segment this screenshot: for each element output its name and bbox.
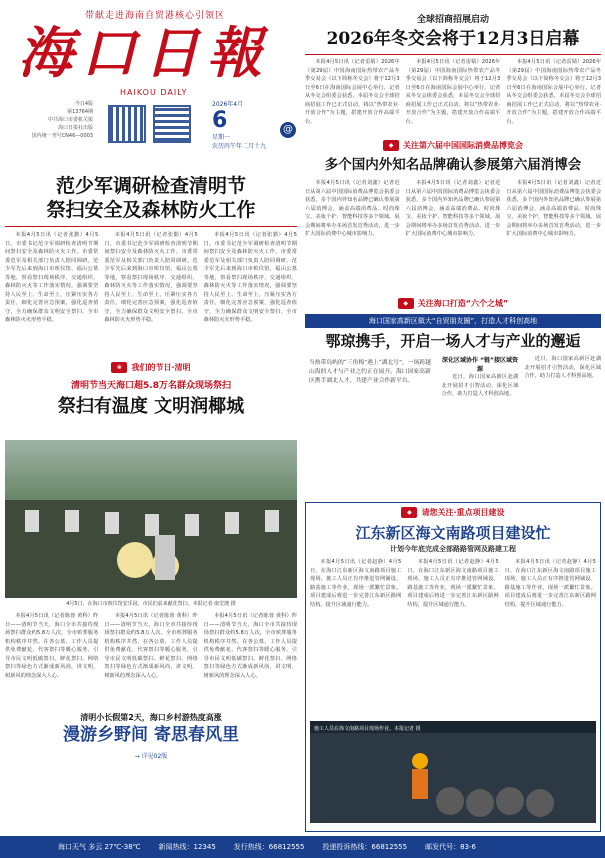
bottom-story <box>5 712 297 832</box>
feature-kicker <box>5 362 297 373</box>
talent-body-text: 近日，海口国家高新区赴湖北开展招才引智活动，深化区域合作，助力打造人才科创高地。 <box>524 356 601 379</box>
cemetery-photo <box>5 440 297 598</box>
issue-line: 第13764期 <box>67 109 93 115</box>
expo-body-text: 本报4月5日讯（记者雷婧）2026年（第29届）中国海南国际热带农产品冬季交易会（以下简称冬交会）将于12月3日至6日在海南国际会展中心举行。记者从冬交会组委会获悉，本届冬交会全球招商招展工作已正式启动，将以“热带农业·开放合作”为主题，搭建开放合作高端平台。 <box>506 59 601 125</box>
talent-quote: 当热带岛屿的“三角梅”遇上“湖北号”，一场跨越山海的人才与产业之约正在展开。海口国家高新区携手湖北人才，共建产业合作新平台。 <box>309 360 431 384</box>
consumer-body-text: 本报4月5日讯（记者刘鑫）记者近日从第六届中国国际消费品博览会执委会获悉，多个国内外知名品牌已确认参展第六届消博会，涵盖高端消费品、时尚珠宝、美妆个护、智能科技等多个领域。展会期间将举办多场首发首秀活动，进一步扩大国际消费中心城市影响力。 <box>405 180 501 237</box>
feature-body-text: 本报4月5日讯（记者陈蓉 黄科）昨日——清明节当天，海口全市共接待现场祭扫群众约5.8万人次，全市殡葬服务机构秩序井然。在各公墓，工作人员提供免费献花、代客祭扫等暖心服务，引导市民文明低碳祭扫。鲜花祭扫、网络祭扫等绿色方式渐成新风尚，讲文明、树新风的理念深入人心。 <box>203 613 297 679</box>
feature-body-text: 本报4月5日讯（记者陈蓉 黄科）昨日——清明节当天，海口全市共接待现场祭扫群众约5.8万人次，全市殡葬服务机构秩序井然。在各公墓，工作人员提供免费献花、代客祭扫等暖心服务，引导市民文明低碳祭扫。鲜花祭扫、网络祭扫等绿色方式渐成新风尚，讲文明、树新风的理念深入人心。 <box>5 613 99 679</box>
project-subtitle: 计划今年底完成全部路路管网及路建工程 <box>390 545 516 553</box>
qr-code-icon[interactable] <box>108 105 146 143</box>
feature-photo <box>5 440 297 598</box>
divider <box>305 54 601 55</box>
date-month: 2026年4月 <box>212 101 244 108</box>
project-kicker-label: 请您关注·重点项目建设 <box>421 508 505 517</box>
bottom-ref[interactable]: → 详见02版 <box>134 753 168 760</box>
consumer-kicker <box>305 140 601 151</box>
feature-caption: 4月5日，在海口市殡仪馆安乐园，市民们前来献花祭扫。本报记者 康堂澳 摄 <box>66 601 236 607</box>
consumer-kicker-label: 关注第六届中国国际消费品博览会 <box>403 141 523 150</box>
feature-title[interactable]: 祭扫有温度 文明润椰城 <box>57 396 245 417</box>
expo-kicker: 全球招商招展启动 <box>416 15 489 25</box>
consumer-expo-story <box>305 140 601 300</box>
masthead-slogan: 带献走进海南自贸港核心引领区 <box>84 11 225 21</box>
lead-title[interactable]: 范少军调研检查清明节 <box>55 175 246 197</box>
expo-title[interactable]: 2026年冬交会将于12月3日启幕 <box>326 29 580 49</box>
construction-photo-art <box>310 721 596 823</box>
hexagon-icon: ◆ <box>383 140 399 151</box>
project-body-text: 本报4月5日讯（记者赵静）4月5日，在海口江东新区海文南路项目施工现场，施工人员正有序推进管网铺设、路基施工等作业，现场一派繁忙景象。项目建成后将进一步完善江东新区路网结构，提升区域通行能力。 <box>310 559 402 608</box>
project-story <box>305 502 601 832</box>
hexagon-icon: ◆ <box>398 298 414 309</box>
expo-story <box>305 12 601 137</box>
expo-body-text: 本报4月5日讯（记者雷婧）2026年（第29届）中国海南国际热带农产品冬季交易会（以下简称冬交会）将于12月3日至6日在海南国际会展中心举行。记者从冬交会组委会获悉，本届冬交会全球招商招展工作已正式启动，将以“热带农业·开放合作”为主题，搭建开放合作高端平台。 <box>305 59 400 125</box>
consumer-body-text: 本报4月5日讯（记者刘鑫）记者近日从第六届中国国际消费品博览会执委会获悉，多个国内外知名品牌已确认参展第六届消博会，涵盖高端消费品、时尚珠宝、美妆个护、智能科技等多个领域。展会期间将举办多场首发首秀活动，进一步扩大国际消费中心城市影响力。 <box>305 180 400 237</box>
lead-body-text: 本报4月5日讯（记者张勤）4月5日，市委书记范少军调研检查清明节期间祭扫安全及森林防灭火工作。市委常委范军及相关部门负责人陪同调研。范少军先后来到海口市殡仪馆、福山公墓等地，察看祭扫现场秩序、交通组织、森林防灭火等工作落实情况，强调要坚持人民至上、生命至上，压紧压实各方责任，细化完善应急预案，强化巡查值守，全力确保群众文明安全祭扫、全市森林防灭火形势平稳。 <box>203 232 297 323</box>
consumer-body-text: 本报4月5日讯（记者刘鑫）记者近日从第六届中国国际消费品博览会执委会获悉，多个国内外知名品牌已确认参展第六届消博会，涵盖高端消费品、时尚珠宝、美妆个护、智能科技等多个领域。展会期间将举办多场首发首秀活动，进一步扩大国际消费中心城市影响力。 <box>506 180 601 237</box>
project-title[interactable]: 江东新区海文南路项目建设忙 <box>355 524 551 542</box>
bottom-title[interactable]: 漫游乡野间 寄思春风里 <box>63 725 239 745</box>
feature-kicker-label: 我们的节日·清明 <box>131 363 191 372</box>
date-weekday: 星期一 <box>212 134 231 141</box>
feature-subtitle: 清明节当天海口超5.8万名群众现场祭扫 <box>71 381 231 391</box>
project-kicker <box>306 507 600 518</box>
issue-line: 中共海口市委机关报 <box>47 117 93 123</box>
talent-subtitle: 海口国家高新区做大“自贸朋友圈”，打造人才科创高地 <box>305 314 601 328</box>
footer-hotline: 新闻热线：12345 <box>158 843 216 851</box>
consumer-title[interactable]: 多个国内外知名品牌确认参展第六届消博会 <box>324 157 582 173</box>
bottom-kicker: 清明小长假第2天，海口乡村游热度高涨 <box>80 713 222 722</box>
project-body-text: 本报4月5日讯（记者赵静）4月5日，在海口江东新区海文南路项目施工现场，施工人员正有序推进管网铺设、路基施工等作业，现场一派繁忙景象。项目建成后将进一步完善江东新区路网结构，提升区域通行能力。 <box>407 559 499 608</box>
talent-kicker <box>305 298 601 309</box>
lead-title-2[interactable]: 祭扫安全及森林防火工作 <box>46 199 256 221</box>
footer-complaint: 投递投诉热线：66812555 <box>322 843 408 851</box>
leaf-icon: ❀ <box>111 362 127 373</box>
lead-body-text: 本报4月5日讯（记者张勤）4月5日，市委书记范少军调研检查清明节期间祭扫安全及森林防灭火工作。市委常委范军及相关部门负责人陪同调研。范少军先后来到海口市殡仪馆、福山公墓等地，察看祭扫现场秩序、交通组织、森林防灭火等工作落实情况，强调要坚持人民至上、生命至上，压紧压实各方责任，细化完善应急预案，强化巡查值守，全力确保群众文明安全祭扫、全市森林防灭火形势平稳。 <box>104 232 198 323</box>
hexagon-icon: ◆ <box>401 507 417 518</box>
divider <box>5 226 297 227</box>
construction-photo <box>310 721 596 823</box>
issue-line: 海口日报社出版 <box>57 125 93 131</box>
qr-code-icon[interactable] <box>153 105 191 143</box>
feature-body-text: 本报4月5日讯（记者陈蓉 黄科）昨日——清明节当天，海口全市共接待现场祭扫群众约5.8万人次，全市殡葬服务机构秩序井然。在各公墓，工作人员提供免费献花、代客祭扫等暖心服务，引导市民文明低碳祭扫。鲜花祭扫、网络祭扫等绿色方式渐成新风尚，讲文明、树新风的理念深入人心。 <box>104 613 198 679</box>
talent-body-text: 近日，海口国家高新区赴湖北开展招才引智活动，深化区域合作，助力打造人才科创高地。 <box>441 374 519 397</box>
lead-story <box>5 168 297 348</box>
issue-line: 今日4版 <box>74 101 93 107</box>
talent-title[interactable]: 鄂琼携手，开启一场人才与产业的邂逅 <box>325 332 581 350</box>
feature-body <box>5 612 297 706</box>
project-caption: 施工人员在海文南路项目现场作业。本报记者 摄 <box>314 726 421 732</box>
footer-bar <box>0 836 605 858</box>
footer-weather: 海口天气 多云 27℃-38℃ <box>58 843 141 851</box>
talent-side-title: 深化区域协作 “链”接区域资源 <box>442 357 518 373</box>
newspaper-logo-en: HAIKOU DAILY <box>120 88 188 97</box>
newspaper-logo: 海口日報 <box>18 20 271 85</box>
masthead <box>0 0 300 165</box>
date-day: 6 <box>212 108 228 133</box>
footer-distribution: 发行热线：66812555 <box>233 843 305 851</box>
footer-postal-code: 邮发代号：83-6 <box>425 843 476 851</box>
issue-line: 国内统一刊号CN46—0003 <box>31 133 93 139</box>
talent-story <box>305 298 601 498</box>
project-body-text: 本报4月5日讯（记者赵静）4月5日，在海口江东新区海文南路项目施工现场，施工人员正有序推进管网铺设、路基施工等作业，现场一派繁忙景象。项目建成后将进一步完善江东新区路网结构，提升区域通行能力。 <box>504 559 596 608</box>
expo-body-text: 本报4月5日讯（记者雷婧）2026年（第29届）中国海南国际热带农产品冬季交易会（以下简称冬交会）将于12月3日至6日在海南国际会展中心举行。记者从冬交会组委会获悉，本届冬交会全球招商招展工作已正式启动，将以“热带农业·开放合作”为主题，搭建开放合作高端平台。 <box>405 59 501 125</box>
talent-kicker-label: 关注海口打造“六个之城” <box>417 299 509 308</box>
lead-body <box>5 231 297 325</box>
lead-body-text: 本报4月5日讯（记者张勤）4月5日，市委书记范少军调研检查清明节期间祭扫安全及森林防灭火工作。市委常委范军及相关部门负责人陪同调研。范少军先后来到海口市殡仪馆、福山公墓等地，察看祭扫现场秩序、交通组织、森林防灭火等工作落实情况，强调要坚持人民至上、生命至上，压紧压实各方责任，细化完善应急预案，强化巡查值守，全力确保群众文明安全祭扫、全市森林防灭火形势平稳。 <box>5 232 99 323</box>
at-icon: @ <box>280 122 296 138</box>
issue-meta <box>18 100 93 140</box>
issue-info <box>0 100 300 160</box>
date-lunar: 农历丙午年二月十九 <box>212 143 267 150</box>
talent-side <box>442 355 519 399</box>
